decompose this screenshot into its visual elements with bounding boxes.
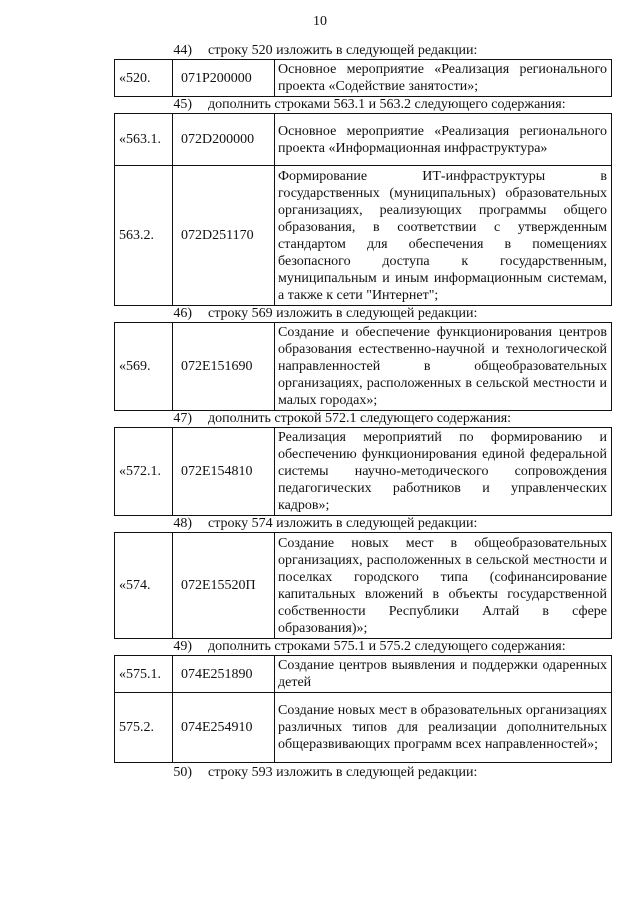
description-cell: Создание и обеспечение функционирования центров образования естественно-научной и технологической направленностей в общеобразовательных организациях, расположенных в сельской местности и малых городах»; [275, 323, 612, 411]
row-number-cell: «575.1. [115, 656, 173, 693]
row-number-cell: «569. [115, 323, 173, 411]
instruction-line [114, 306, 612, 322]
item-number: 45) [173, 97, 192, 112]
instruction-line [114, 639, 612, 655]
item-number: 46) [173, 306, 192, 321]
table-row [115, 656, 612, 693]
budget-code-table [114, 532, 612, 639]
code-cell: 071P200000 [173, 60, 275, 97]
instruction-line [114, 97, 612, 113]
table-row [115, 693, 612, 763]
code-cell: 072E15520П [173, 533, 275, 639]
instruction-text: строку 520 изложить в следующей редакции: [208, 43, 478, 58]
item-number: 47) [173, 411, 192, 426]
description-cell: Создание новых мест в общеобразовательных организациях, расположенных в сельской местности и поселках городского типа (софинансирование капитальных вложений в объекты государственной собственности Республики Алтай в сфере образования)»; [275, 533, 612, 639]
table-row [115, 166, 612, 306]
instruction-line [114, 43, 612, 59]
description-cell: Реализация мероприятий по формированию и обеспечению функционирования единой федеральной системы научно-методического сопровождения педагогических работников и управленческих кадров»; [275, 428, 612, 516]
instruction-text: строку 574 изложить в следующей редакции: [208, 516, 478, 531]
code-cell: 074E254910 [173, 693, 275, 763]
budget-code-table [114, 322, 612, 411]
row-number-cell: «520. [115, 60, 173, 97]
description-cell: Создание новых мест в образовательных организациях различных типов для реализации дополнительных общеразвивающих программ всех направленностей»; [275, 693, 612, 763]
table-row [115, 60, 612, 97]
row-number-cell: «563.1. [115, 114, 173, 166]
table-row [115, 114, 612, 166]
instruction-line [114, 411, 612, 427]
document-body [114, 43, 612, 781]
instruction-text: дополнить строками 575.1 и 575.2 следующего содержания: [208, 639, 566, 654]
code-cell: 072D200000 [173, 114, 275, 166]
budget-code-table [114, 655, 612, 763]
description-cell: Основное мероприятие «Реализация регионального проекта «Содействие занятости»; [275, 60, 612, 97]
table-row [115, 323, 612, 411]
code-cell: 072D251170 [173, 166, 275, 306]
table-row [115, 428, 612, 516]
budget-code-table [114, 427, 612, 516]
item-number: 50) [173, 765, 192, 780]
instruction-line [114, 765, 612, 781]
description-cell: Формирование ИТ-инфраструктуры в государственных (муниципальных) образовательных организациях, реализующих программы общего образования, в соответствии с утвержденным стандартом для обеспечения в помещениях безопасного доступа к государственным, муниципальным и иным информационным системам, а также к сети "Интернет"; [275, 166, 612, 306]
code-cell: 072E154810 [173, 428, 275, 516]
item-number: 49) [173, 639, 192, 654]
item-number: 44) [173, 43, 192, 58]
description-cell: Основное мероприятие «Реализация регионального проекта «Информационная инфраструктура» [275, 114, 612, 166]
code-cell: 072E151690 [173, 323, 275, 411]
item-number: 48) [173, 516, 192, 531]
table-row [115, 533, 612, 639]
instruction-text: дополнить строкой 572.1 следующего содержания: [208, 411, 512, 426]
row-number-cell: 575.2. [115, 693, 173, 763]
row-number-cell: «574. [115, 533, 173, 639]
instruction-text: дополнить строками 563.1 и 563.2 следующего содержания: [208, 97, 566, 112]
instruction-text: строку 569 изложить в следующей редакции: [208, 306, 478, 321]
budget-code-table [114, 113, 612, 306]
row-number-cell: «572.1. [115, 428, 173, 516]
code-cell: 074E251890 [173, 656, 275, 693]
instruction-text: строку 593 изложить в следующей редакции: [208, 765, 478, 780]
budget-code-table [114, 59, 612, 97]
instruction-line [114, 516, 612, 532]
description-cell: Создание центров выявления и поддержки одаренных детей [275, 656, 612, 693]
page-number: 10 [313, 14, 327, 29]
row-number-cell: 563.2. [115, 166, 173, 306]
